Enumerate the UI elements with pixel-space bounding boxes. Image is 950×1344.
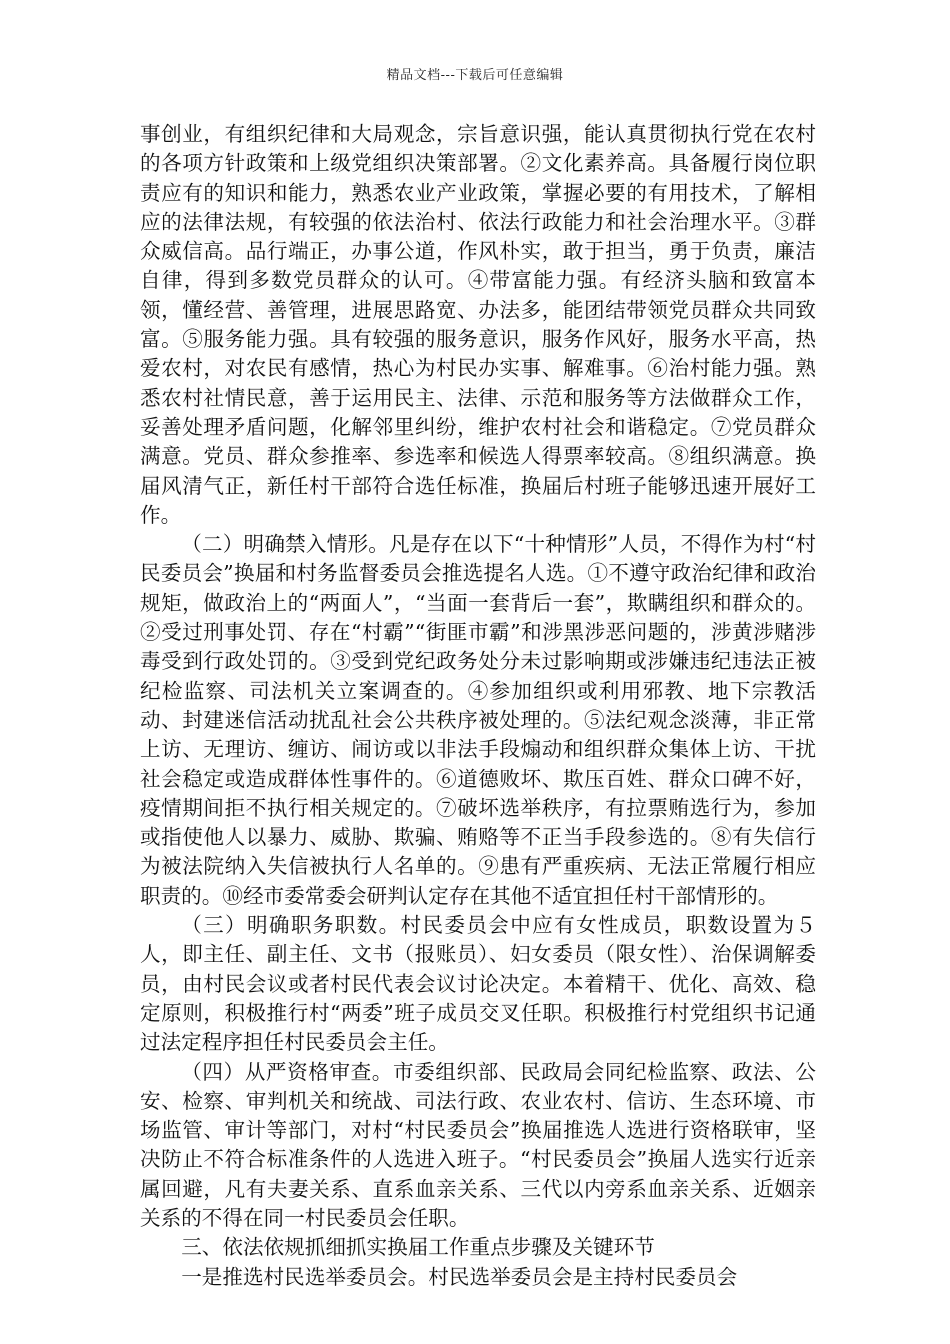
paragraph-qualification-review: （四）从严资格审查。市委组织部、民政局会同纪检监察、政法、公安、检察、审判机关和统战、司法行政、农业农村、信访、生态环境、市场监管、审计等部门，对村“村民委员会”换届推选人选进行资格联审，坚决防止不符合标准条件的人选进入班子。“村民委员会”换届人选实行近亲属回避，凡有夫妻关系、直系血亲关系、三代以内旁系血亲关系、近姻亲关系的不得在同一村民委员会任职。	[140, 1059, 816, 1230]
paragraph-prohibited-situations: （二）明确禁入情形。凡是存在以下“十种情形”人员，不得作为村“村民委员会”换届和村务监督委员会推选提名人选。①不遵守政治纪律和政治规矩，做政治上的“两面人”，“当面一套背后一套”，欺瞒组织和群众的。②受过刑事处罚、存在“村霸”“街匪市霸”和涉黑涉恶问题的，涉黄涉赌涉毒受到行政处罚的。③受到党纪政务处分未过影响期或涉嫌违纪违法正被纪检监察、司法机关立案调查的。④参加组织或利用邪教、地下宗教活动、封建迷信活动扰乱社会公共秩序被处理的。⑤法纪观念淡薄，非正常上访、无理访、缠访、闹访或以非法手段煽动和组织群众集体上访、干扰社会稳定或造成群体性事件的。⑥道德败坏、欺压百姓、群众口碑不好，疫情期间拒不执行相关规定的。⑦破坏选举秩序，有拉票贿选行为，参加或指使他人以暴力、威胁、欺骗、贿赂等不正当手段参选的。⑧有失信行为被法院纳入失信被执行人名单的。⑨患有严重疾病、无法正常履行相应职责的。⑩经市委常委会研判认定存在其他不适宜担任村干部情形的。	[140, 532, 817, 908]
paragraph-election-committee: 一是推选村民选举委员会。村民选举委员会是主持村民委员会	[181, 1264, 738, 1289]
page-header: 精品文档---下载后可任意编辑	[386, 68, 564, 83]
paragraph-qualification-standards: 事创业，有组织纪律和大局观念，宗旨意识强，能认真贯彻执行党在农村的各项方针政策和上级党组织决策部署。②文化素养高。具备履行岗位职责应有的知识和能力，熟悉农业产业政策，掌握必要的有用技术，了解相应的法律法规，有较强的依法治村、依法行政能力和社会治理水平。③群众威信高。品行端正，办事公道，作风朴实，敢于担当，勇于负责，廉洁自律，得到多数党员群众的认可。④带富能力强。有经济头脑和致富本领，懂经营、善管理，进展思路宽、办法多，能团结带领党员群众共同致富。⑤服务能力强。具有较强的服务意识，服务作风好，服务水平高，热爱农村，对农民有感情，热心为村民办实事、解难事。⑥治村能力强。熟悉农村社情民意，善于运用民主、法律、示范和服务等方法做群众工作，妥善处理矛盾问题，化解邻里纠纷，维护农村社会和谐稳定。⑦党员群众满意。党员、群众参推率、参选率和候选人得票率较高。⑧组织满意。换届风清气正，新任村干部符合选任标准，换届后村班子能够迅速开展好工作。	[140, 122, 816, 527]
section-heading: 三、依法依规抓细抓实换届工作重点步骤及关键环节	[181, 1235, 655, 1260]
paragraph-position-numbers: （三）明确职务职数。村民委员会中应有女性成员，职数设置为５人，即主任、副主任、文书（报账员）、妇女委员（限女性）、治保调解委员，由村民会议或者村民代表会议讨论决定。本着精干、优化、高效、稳定原则，积极推行村“两委”班子成员交叉任职。积极推行村党组织书记通过法定程序担任村民委员会主任。	[140, 913, 816, 1055]
document-body	[140, 120, 816, 1292]
